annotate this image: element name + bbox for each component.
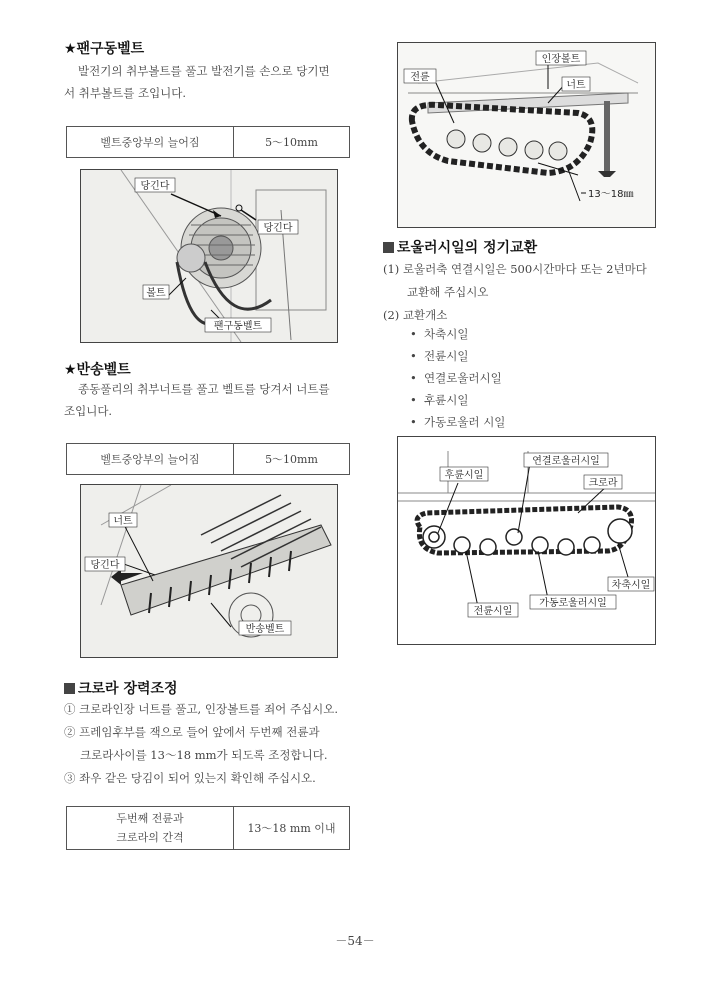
crawler-label-tension-bolt: 인장볼트 xyxy=(541,54,581,65)
roller-seal-title-text: 로울러시일의 정기교환 xyxy=(397,240,538,256)
roller-seal-item2: (2) 교환개소 xyxy=(383,308,448,322)
conveyor-belt-text-line2: 조입니다. xyxy=(64,404,113,418)
fan-belt-spec-label: 벨트중앙부의 늘어짐 xyxy=(67,127,234,157)
conveyor-belt-figure xyxy=(80,484,338,658)
conveyor-belt-title: ★반송벨트 xyxy=(64,362,131,378)
conveyor-belt-spec-value: 5～10mm xyxy=(265,453,318,466)
roller-seal-title xyxy=(383,237,537,257)
fan-belt-figure xyxy=(80,169,338,343)
fan-belt-label-bolt: 볼트 xyxy=(146,288,166,299)
list-item: • 연결로울러시일 xyxy=(410,371,502,385)
roller-seal-figure xyxy=(397,436,656,645)
fan-belt-spec-table xyxy=(66,126,350,158)
crawler-tension-figure xyxy=(397,42,656,228)
seal-label-axle: 차축시일 xyxy=(611,580,651,591)
list-item: • 전륜시일 xyxy=(410,349,469,363)
crawler-spec-label-1: 두번째 전륜과 xyxy=(116,812,184,825)
fan-belt-label-belt: 팬구동벨트 xyxy=(213,321,263,332)
fan-belt-label-pull2: 당긴다 xyxy=(263,223,293,234)
crawler-spec-value: 13～18 mm 이내 xyxy=(247,822,336,835)
page-number: －54－ xyxy=(335,934,375,948)
seal-label-rear: 후륜시일 xyxy=(444,470,484,481)
list-item: • 차축시일 xyxy=(410,327,469,341)
conveyor-belt-spec-label: 벨트중앙부의 늘어짐 xyxy=(67,444,234,474)
conveyor-label-belt: 반송벨트 xyxy=(245,624,285,635)
fan-belt-text-line2: 서 취부볼트를 조입니다. xyxy=(64,86,187,100)
fan-belt-label-pull1: 당긴다 xyxy=(140,181,170,192)
conveyor-belt-text xyxy=(64,378,364,422)
list-item: • 가동로울러 시일 xyxy=(410,415,506,429)
seal-label-crawler: 크로라 xyxy=(588,478,618,489)
fan-belt-title: ★팬구동벨트 xyxy=(64,41,145,57)
fan-belt-spec-value: 5～10mm xyxy=(265,136,318,149)
roller-seal-item1-b: 교환해 주십시오 xyxy=(407,285,489,299)
list-item: • 후륜시일 xyxy=(410,393,469,407)
conveyor-label-pull: 당긴다 xyxy=(90,560,120,571)
conveyor-label-nut: 너트 xyxy=(113,516,133,527)
seal-label-front: 전륜시일 xyxy=(473,606,513,617)
section-square-icon xyxy=(383,242,394,253)
crawler-step-2: ② 프레임후부를 잭으로 들어 앞에서 두번째 전륜과 xyxy=(64,725,320,739)
section-square-icon xyxy=(64,683,75,694)
crawler-step-1: ① 크로라인장 너트를 풀고, 인장볼트를 죄어 주십시오. xyxy=(64,702,339,716)
crawler-title-text: 크로라 장력조정 xyxy=(78,681,178,697)
roller-seal-parts-list xyxy=(410,323,505,433)
crawler-label-gap: 13～18㎜ xyxy=(588,189,634,200)
roller-seal-text xyxy=(383,258,683,327)
crawler-label-front-wheel: 전륜 xyxy=(410,72,430,83)
fan-belt-text-line1: 발전기의 취부볼트를 풀고 발전기를 손으로 당기면 xyxy=(78,64,330,78)
crawler-step-2-cont: 크로라사이를 13～18 mm가 되도록 조정합니다. xyxy=(80,748,328,762)
crawler-title xyxy=(64,678,178,698)
crawler-spec-table xyxy=(66,806,350,850)
crawler-spec-label-2: 크로라의 간격 xyxy=(116,831,184,844)
conveyor-belt-text-line1: 종동풀리의 취부너트를 풀고 벨트를 당겨서 너트를 xyxy=(78,382,330,396)
crawler-label-nut: 너트 xyxy=(566,80,586,91)
conveyor-belt-spec-table xyxy=(66,443,350,475)
crawler-step-3: ③ 좌우 같은 당김이 되어 있는지 확인해 주십시오. xyxy=(64,771,316,785)
fan-belt-text xyxy=(64,60,364,104)
seal-label-connect: 연결로울러시일 xyxy=(532,456,600,467)
crawler-steps xyxy=(64,698,364,790)
seal-label-idler: 가동로울러시일 xyxy=(539,598,607,609)
crawler-spec-label xyxy=(67,807,234,849)
roller-seal-item1-a: (1) 로울러축 연결시일은 500시간마다 또는 2년마다 xyxy=(383,262,647,276)
